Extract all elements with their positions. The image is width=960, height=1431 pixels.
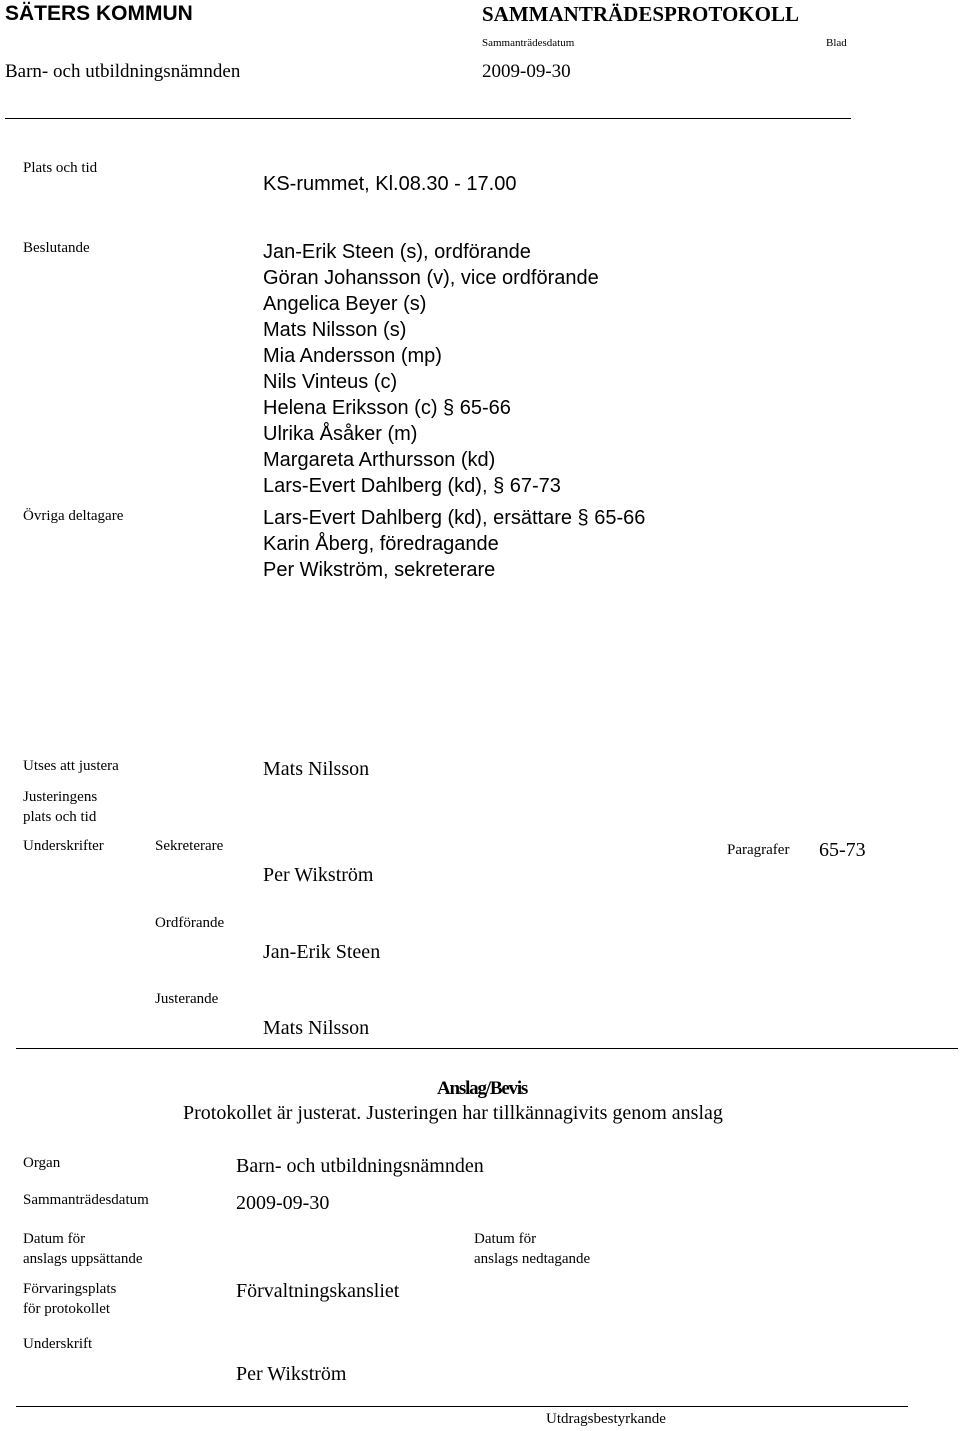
place-time-value: KS-rummet, Kl.08.30 - 17.00 <box>263 173 517 195</box>
paragraphs-value: 65-73 <box>819 839 866 861</box>
notice-title: Anslag/Bevis <box>437 1078 528 1099</box>
other-participants-label: Övriga deltagare <box>23 508 124 524</box>
organ-value: Barn- och utbildningsnämnden <box>236 1155 484 1177</box>
signatures-divider <box>16 1048 958 1049</box>
list-item: Karin Åberg, föredragande <box>263 533 499 555</box>
notice-statement: Protokollet är justerat. Justeringen har tillkännagivits genom anslag <box>183 1102 723 1124</box>
list-item: Helena Eriksson (c) § 65-66 <box>263 397 511 419</box>
notice-date-value: 2009-09-30 <box>236 1192 330 1214</box>
list-item: Ulrika Åsåker (m) <box>263 423 418 445</box>
list-item: Nils Vinteus (c) <box>263 371 398 393</box>
list-item: Mia Andersson (mp) <box>263 345 442 367</box>
posting-date-label: Datum för anslags uppsättande <box>23 1231 143 1267</box>
chair-label: Ordförande <box>155 915 225 931</box>
notice-date-label: Sammanträdesdatum <box>23 1192 149 1208</box>
adjuster-name: Mats Nilsson <box>263 1017 370 1039</box>
signature-name: Per Wikström <box>236 1363 347 1385</box>
list-item: Göran Johansson (v), vice ordförande <box>263 267 599 289</box>
removal-date-label: Datum för anslags nedtagande <box>474 1231 591 1267</box>
appointed-adjuster-name: Mats Nilsson <box>263 758 370 780</box>
meeting-date-label: Sammanträdesdatum <box>482 37 575 49</box>
document-type: SAMMANTRÄDESPROTOKOLL <box>482 2 799 26</box>
decision-makers-label: Beslutande <box>23 240 90 256</box>
header-divider <box>5 118 851 119</box>
list-item: Jan-Erik Steen (s), ordförande <box>263 241 531 263</box>
chair-name: Jan-Erik Steen <box>263 941 381 963</box>
storage-label: Förvaringsplats för protokollet <box>23 1281 117 1317</box>
list-item: Angelica Beyer (s) <box>263 293 427 315</box>
storage-value: Förvaltningskansliet <box>236 1280 400 1302</box>
secretary-name: Per Wikström <box>263 864 374 886</box>
appointed-adjuster-label: Utses att justera <box>23 758 119 774</box>
list-item: Per Wikström, sekreterare <box>263 559 496 581</box>
adjuster-label: Justerande <box>155 991 219 1007</box>
committee-name: Barn- och utbildningsnämnden <box>5 61 241 82</box>
decision-makers-list <box>263 239 599 499</box>
signatures-label: Underskrifter <box>23 838 104 854</box>
municipality-name: SÄTERS KOMMUN <box>5 2 193 25</box>
paragraphs-label: Paragrafer <box>727 842 790 858</box>
list-item: Lars-Evert Dahlberg (kd), ersättare § 65-66 <box>263 507 646 529</box>
certifier-label: Utdragsbestyrkande <box>546 1411 666 1427</box>
adjustment-place-time-label: Justeringens plats och tid <box>23 789 98 825</box>
secretary-label: Sekreterare <box>155 838 224 854</box>
list-item: Mats Nilsson (s) <box>263 319 407 341</box>
list-item: Lars-Evert Dahlberg (kd), § 67-73 <box>263 475 561 497</box>
organ-label: Organ <box>23 1155 61 1171</box>
signature-label: Underskrift <box>23 1336 93 1352</box>
list-item: Margareta Arthursson (kd) <box>263 449 496 471</box>
footer-divider <box>16 1406 908 1407</box>
meeting-date: 2009-09-30 <box>482 61 571 82</box>
other-participants-list <box>263 505 645 583</box>
place-time-label: Plats och tid <box>23 160 98 176</box>
page-label: Blad <box>826 37 847 49</box>
